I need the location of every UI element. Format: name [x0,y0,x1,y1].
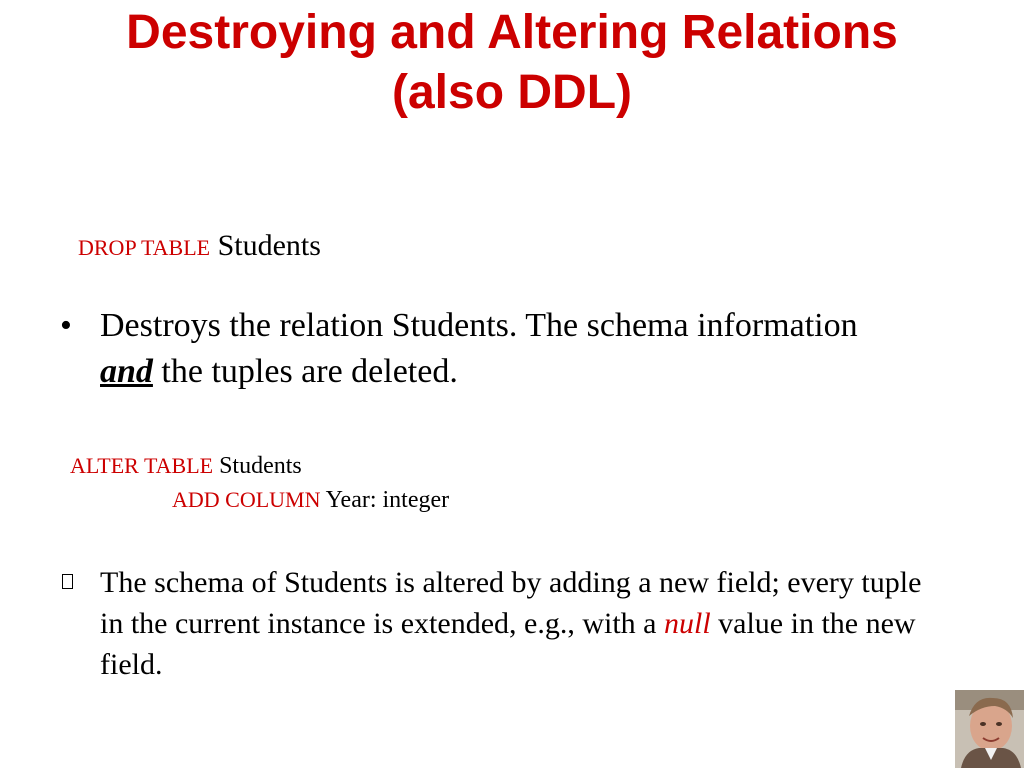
bullet-box-marker [62,574,73,589]
bullet-marker: • [60,307,72,344]
author-photo [955,690,1024,768]
alter-table-command [70,452,302,480]
bullet-emphasis: and [100,353,153,390]
add-column-keyword: ADD COLUMN [172,487,321,512]
bullet-text-before: Destroys the relation Students. The schema information [100,307,858,344]
alter-table-name: Students [219,453,302,479]
drop-table-keyword: DROP TABLE [78,235,211,260]
bullet-drop-description [60,303,860,395]
bullet-text-after: the tuples are deleted. [152,353,458,390]
slide-title [0,0,1024,123]
title-line-2: (also DDL) [392,66,632,119]
bullet-text [100,303,860,395]
drop-table-name: Students [217,229,321,262]
null-keyword: null [663,607,711,640]
bullet-text [100,562,922,685]
bullet-alter-description [62,562,922,685]
add-column-command [172,486,449,514]
add-column-definition: Year: integer [325,487,450,513]
title-line-1: Destroying and Altering Relations [126,6,898,59]
bullet-text-before: The schema of Students is altered by adding a new field; every tuple in the current instance is extended, e.g., with a [100,566,922,640]
alter-table-keyword: ALTER TABLE [70,453,214,478]
portrait-image [955,690,1024,768]
drop-table-command [78,228,321,266]
bullet-text-after: value in the new field. [100,607,916,681]
